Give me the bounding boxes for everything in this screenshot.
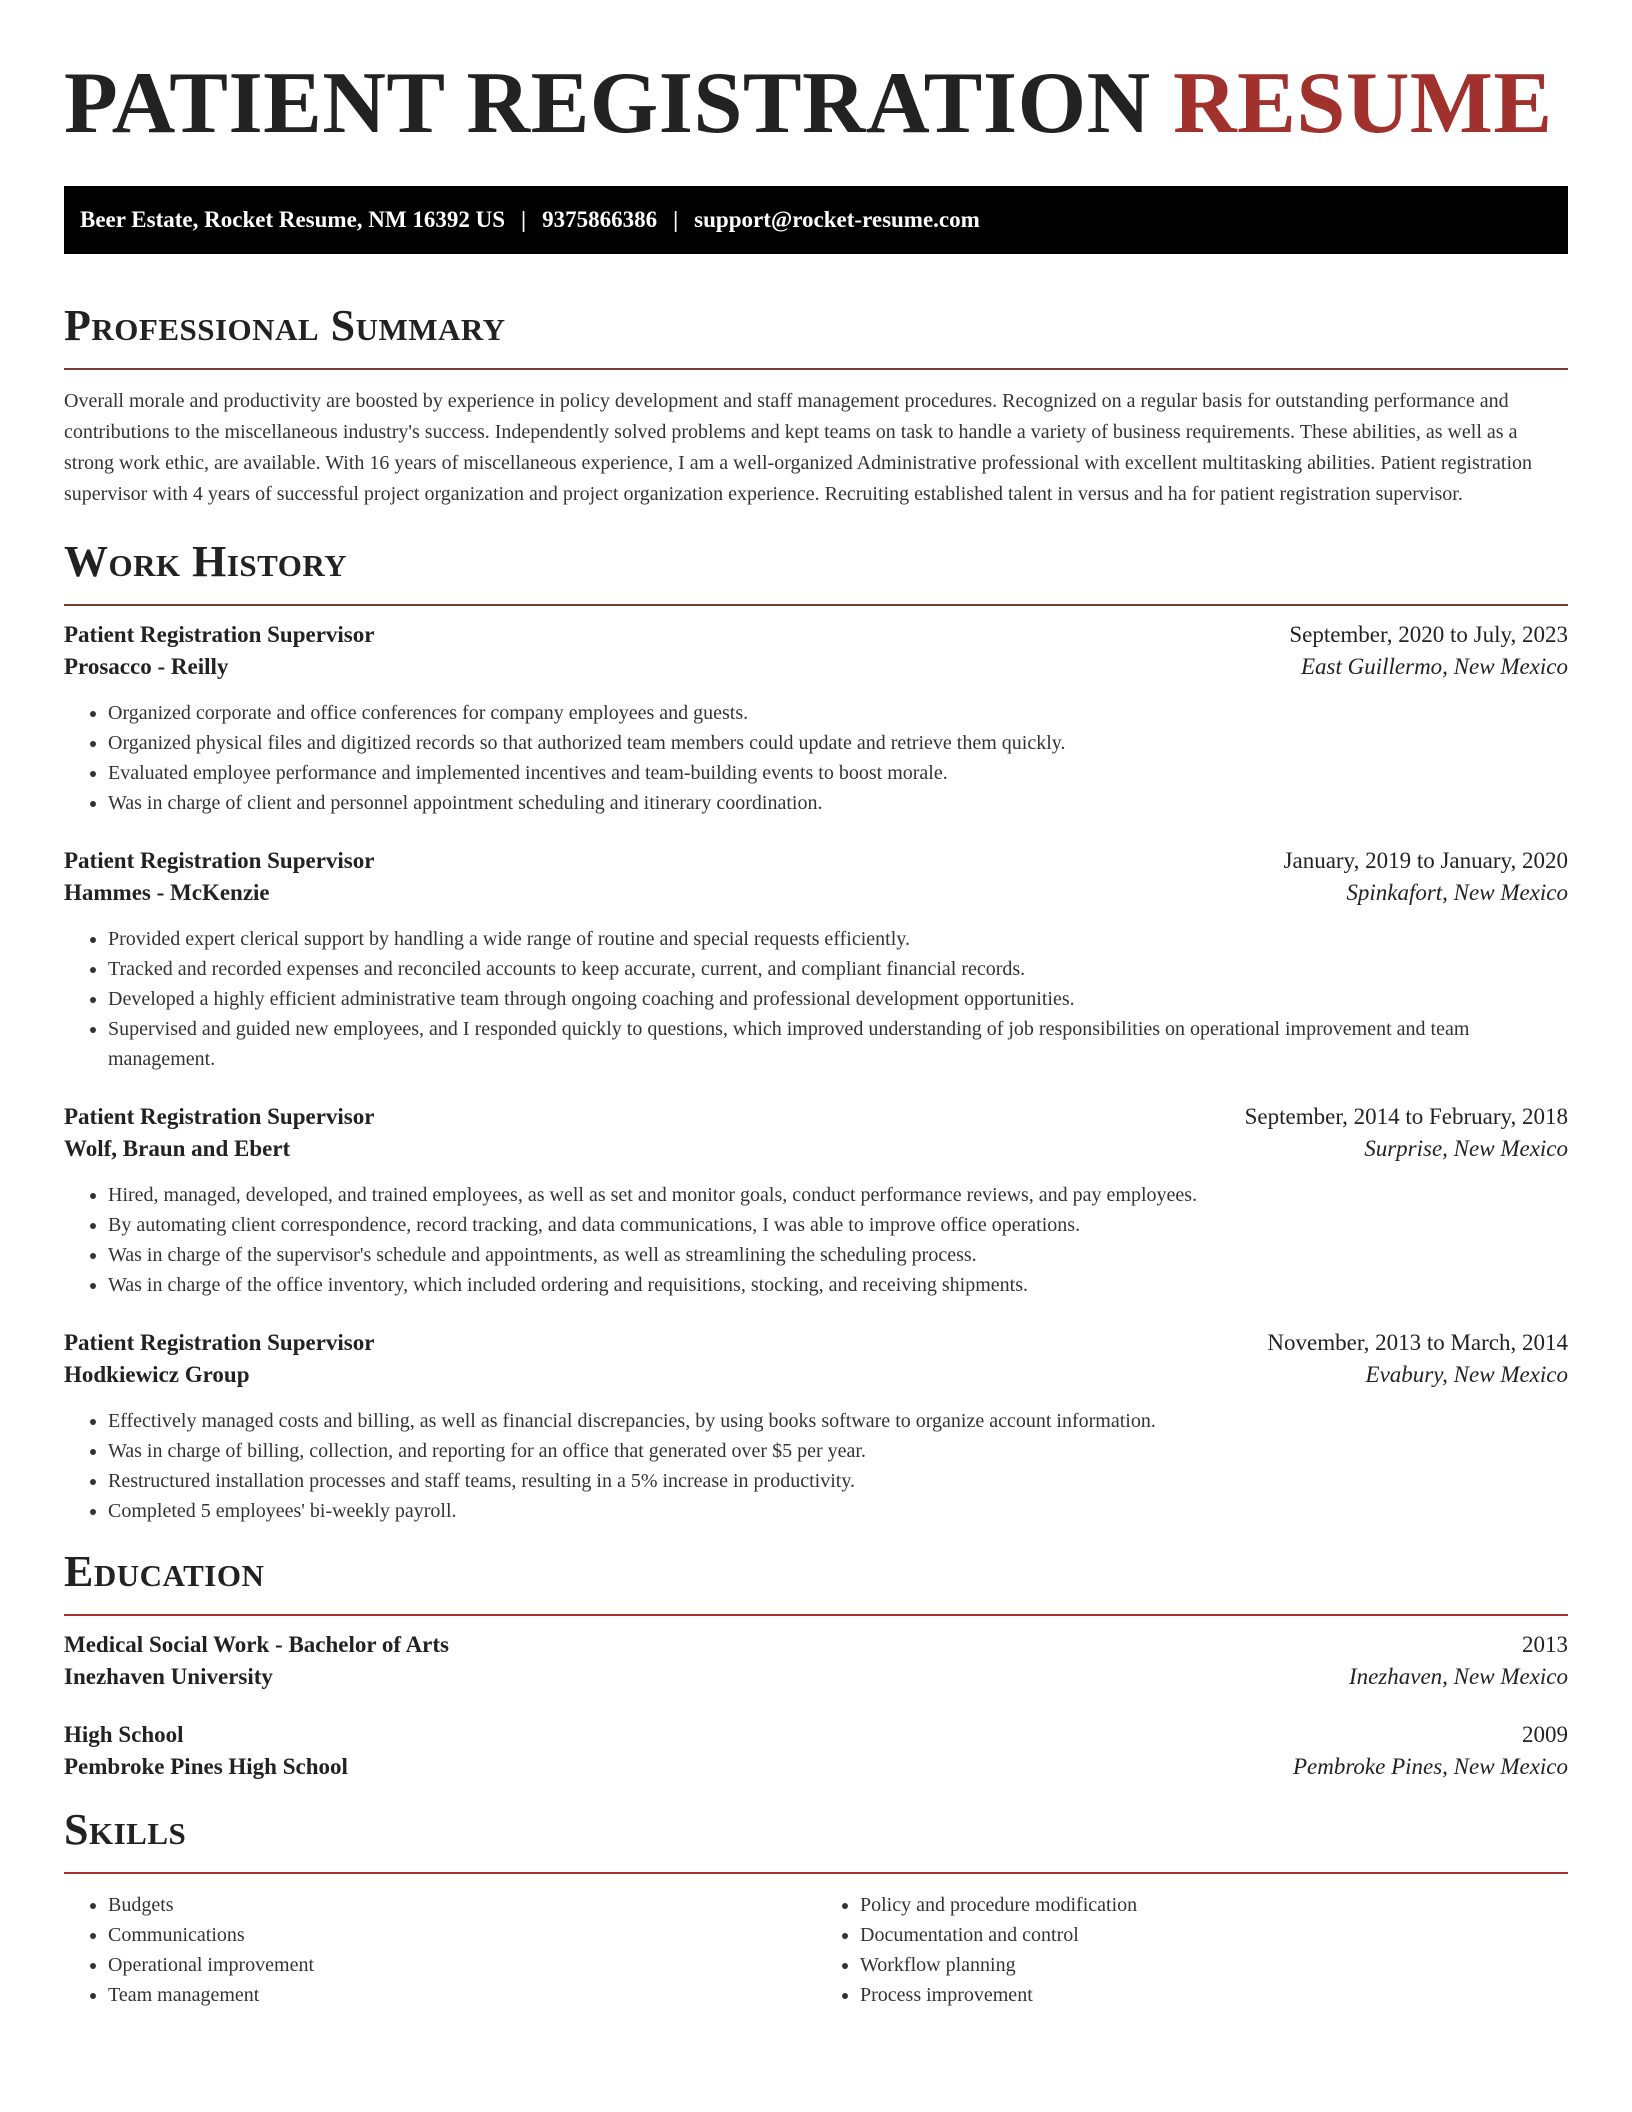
job-bullets [64,1406,1568,1526]
job-dates: January, 2019 to January, 2020 [1283,848,1568,873]
work-section [64,536,1568,1526]
section-divider [64,1614,1568,1616]
job-dates: September, 2020 to July, 2023 [1289,622,1568,647]
list-item: • Operational improvement [108,1950,816,1980]
job-location: East Guillermo, New Mexico [1300,654,1568,679]
job-dates: September, 2014 to February, 2018 [1244,1104,1568,1129]
job-dates: November, 2013 to March, 2014 [1267,1330,1568,1355]
summary-text: Overall morale and productivity are boosted by experience in policy development and staff management procedures. Recognized on a regular basis for outstanding performance and contributions to the miscellaneous industry's success. Independently solved problems and kept teams on task to handle a variety of business requirements. These abilities, as well as a strong work ethic, are available. With 16 years of miscellaneous experience, I am a well-organized Administrative professional with excellent multitasking abilities. Patient registration supervisor with 4 years of successful project organization and project organization experience. Recruiting established talent in versus and ha for patient registration supervisor. [64,390,1533,505]
list-item: • Was in charge of billing, collection, and reporting for an office that generated over $5 per year. [108,1436,1568,1466]
job-location: Spinkafort, New Mexico [1346,880,1568,905]
section-divider [64,1872,1568,1874]
section-heading: Education [64,1547,265,1596]
job-entry [64,1104,1568,1300]
section-divider [64,604,1568,606]
skills-list-left [64,1890,816,2010]
education-degree: High School [64,1722,184,1747]
section-heading: Skills [64,1805,187,1854]
list-item: • Supervised and guided new employees, and I responded quickly to questions, which improved understanding of job responsibilities on operational improvement and team management. [108,1014,1568,1074]
job-bullets [64,698,1568,818]
title-main: PATIENT REGISTRATION [64,55,1151,152]
list-item: • Completed 5 employees' bi-weekly payroll. [108,1496,1568,1526]
skills-columns [64,1890,1568,2010]
education-year: 2013 [1522,1632,1568,1657]
job-company: Hodkiewicz Group [64,1362,250,1387]
list-item: • Restructured installation processes and staff teams, resulting in a 5% increase in productivity. [108,1466,1568,1496]
list-item: • Communications [108,1920,816,1950]
job-bullets [64,924,1568,1074]
job-entry [64,622,1568,818]
education-year: 2009 [1522,1722,1568,1747]
contact-address: Beer Estate, Rocket Resume, NM 16392 US [80,207,505,232]
job-location: Evabury, New Mexico [1365,1362,1568,1387]
education-entry [64,1722,1568,1780]
list-item: • Process improvement [860,1980,1568,2010]
job-title: Patient Registration Supervisor [64,1104,375,1129]
education-entry [64,1632,1568,1690]
job-bullets [64,1180,1568,1300]
title-accent: RESUME [1173,55,1553,152]
job-title: Patient Registration Supervisor [64,848,375,873]
section-heading: Work History [64,537,348,586]
job-title: Patient Registration Supervisor [64,622,375,647]
education-location: Inezhaven, New Mexico [1348,1664,1568,1689]
resume-title [64,56,1568,152]
list-item: • Workflow planning [860,1950,1568,1980]
list-item: • Policy and procedure modification [860,1890,1568,1920]
job-location: Surprise, New Mexico [1364,1136,1568,1161]
section-heading: Professional Summary [64,301,506,350]
job-company: Hammes - McKenzie [64,880,270,905]
education-location: Pembroke Pines, New Mexico [1292,1754,1568,1779]
contact-phone[interactable]: 9375866386 [542,207,658,232]
summary-section [64,300,1568,510]
job-company: Prosacco - Reilly [64,654,229,679]
list-item: • Team management [108,1980,816,2010]
list-item: • Tracked and recorded expenses and reconciled accounts to keep accurate, current, and compliant financial records. [108,954,1568,984]
list-item: • Budgets [108,1890,816,1920]
skills-section [64,1804,1568,2010]
skills-list-right [816,1890,1568,2010]
section-divider [64,368,1568,370]
education-section [64,1546,1568,1780]
contact-email[interactable]: support@rocket-resume.com [694,207,980,232]
list-item: • Organized corporate and office conferences for company employees and guests. [108,698,1568,728]
list-item: • Provided expert clerical support by handling a wide range of routine and special requests efficiently. [108,924,1568,954]
contact-separator: | [521,207,527,232]
education-degree: Medical Social Work - Bachelor of Arts [64,1632,450,1657]
contact-bar [64,186,1568,254]
education-school: Pembroke Pines High School [64,1754,348,1779]
list-item: • Hired, managed, developed, and trained employees, as well as set and monitor goals, conduct performance reviews, and pay employees. [108,1180,1568,1210]
list-item: • Was in charge of client and personnel appointment scheduling and itinerary coordination. [108,788,1568,818]
list-item: • Developed a highly efficient administrative team through ongoing coaching and professional development opportunities. [108,984,1568,1014]
education-school: Inezhaven University [64,1664,273,1689]
list-item: • Was in charge of the office inventory, which included ordering and requisitions, stocking, and receiving shipments. [108,1270,1568,1300]
list-item: • Evaluated employee performance and implemented incentives and team-building events to boost morale. [108,758,1568,788]
job-title: Patient Registration Supervisor [64,1330,375,1355]
list-item: • Was in charge of the supervisor's schedule and appointments, as well as streamlining the scheduling process. [108,1240,1568,1270]
job-entry [64,848,1568,1074]
list-item: • Organized physical files and digitized records so that authorized team members could update and retrieve them quickly. [108,728,1568,758]
list-item: • Documentation and control [860,1920,1568,1950]
contact-separator: | [673,207,679,232]
job-entry [64,1330,1568,1526]
job-company: Wolf, Braun and Ebert [64,1136,291,1161]
list-item: • Effectively managed costs and billing, as well as financial discrepancies, by using books software to organize account information. [108,1406,1568,1436]
list-item: • By automating client correspondence, record tracking, and data communications, I was able to improve office operations. [108,1210,1568,1240]
